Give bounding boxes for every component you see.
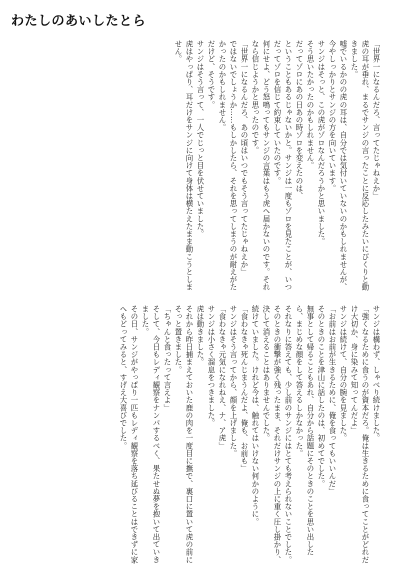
- text-block-top: 「世界一になるんだろ、言ってたじゃねえか」 虎の耳が垂れ、まるでサンジの言ったことに反応したみたいにぴくりと動きました。 嘘でいるかのの虎の耳は、自分では気付いていないのかもしれませんが、今やしっかりとサンジの方を向いています。 サンジはそっと、この虎がゾロなんだろうかと思いました。 そう思いたかったのかもしれません。 だってゾロにあの日あの時ゾロを変えたのは、 ということもあるじゃないかと。サンジは一度もゾロを見たことが、いつだってゾロを信じて約束していたのです。 何にせよ、どう怒鳴ってもサンジの言葉はもう虎へ届かないのです。それなら信じようかと思ったのです。 「世界一になるんだろ、あの頃はいつでもそう言ってたじゃねえか」 ではないでしょうか……もしかしたら、それを思ってしまうのが耐えがたかったのかもしれません。 だけど、そうです。 サンジはそう言って、一人でじっと目を伏せていました。 虎はやっぱり、耳だけをサンジに向けて身体は横たえたまま動こうとしません。: [174, 40, 381, 291]
- text-block-bottom: サンジは構わず、しゃべり続けました。 「強くなるために食うのが資本だろ。俺は生きるために食ってことがどれだけ大切か、身に染みて知ってんだよ」 サンジは続けて、自分の腕を見ました。 「お前はお前が生きるために、俺を食ってもいいんだ」 そのときのことを津山に話したのは、初めてでした。 無事として帰ることもあれ、自分から話題にそのときのことを思い出したら、まじめな顔をして答えるしかなかった。 それなりに答えても、少し前のサンジにはとても考えられないことでした。 そのときの衝撃が強く残ったまま、それだけサンジの上に重く圧し掛かり、決して消えることはありませんでした。 続けていました。けれど今は、触れてはいけない何かのように。 「食わなきゃ死んじまうんだよ、俺も、お前も」 サンジはそう言ってから、顔を上げました。 「食わなきゃ元気になれねえ、ナ、ア虎」 サンジは小さく溜息をつきました。 虎は動きました。 それから昨日捕まえておいた鹿の肉を一度目に撫で、裏口に置いて虎の前にそっと置きました。 「ちゃんと食ったって言えよ」 そして、今日もレディ観察をナンパするべく、果たせぬ夢を抱いて出ていきました。 その日、サンジがやっぱり一匹もレディ観察を落ち延びることはできずに家へもどってみると、すげえ大喜びでした。: [119, 305, 381, 564]
- page-title: わたしのあいしたとら: [11, 14, 147, 29]
